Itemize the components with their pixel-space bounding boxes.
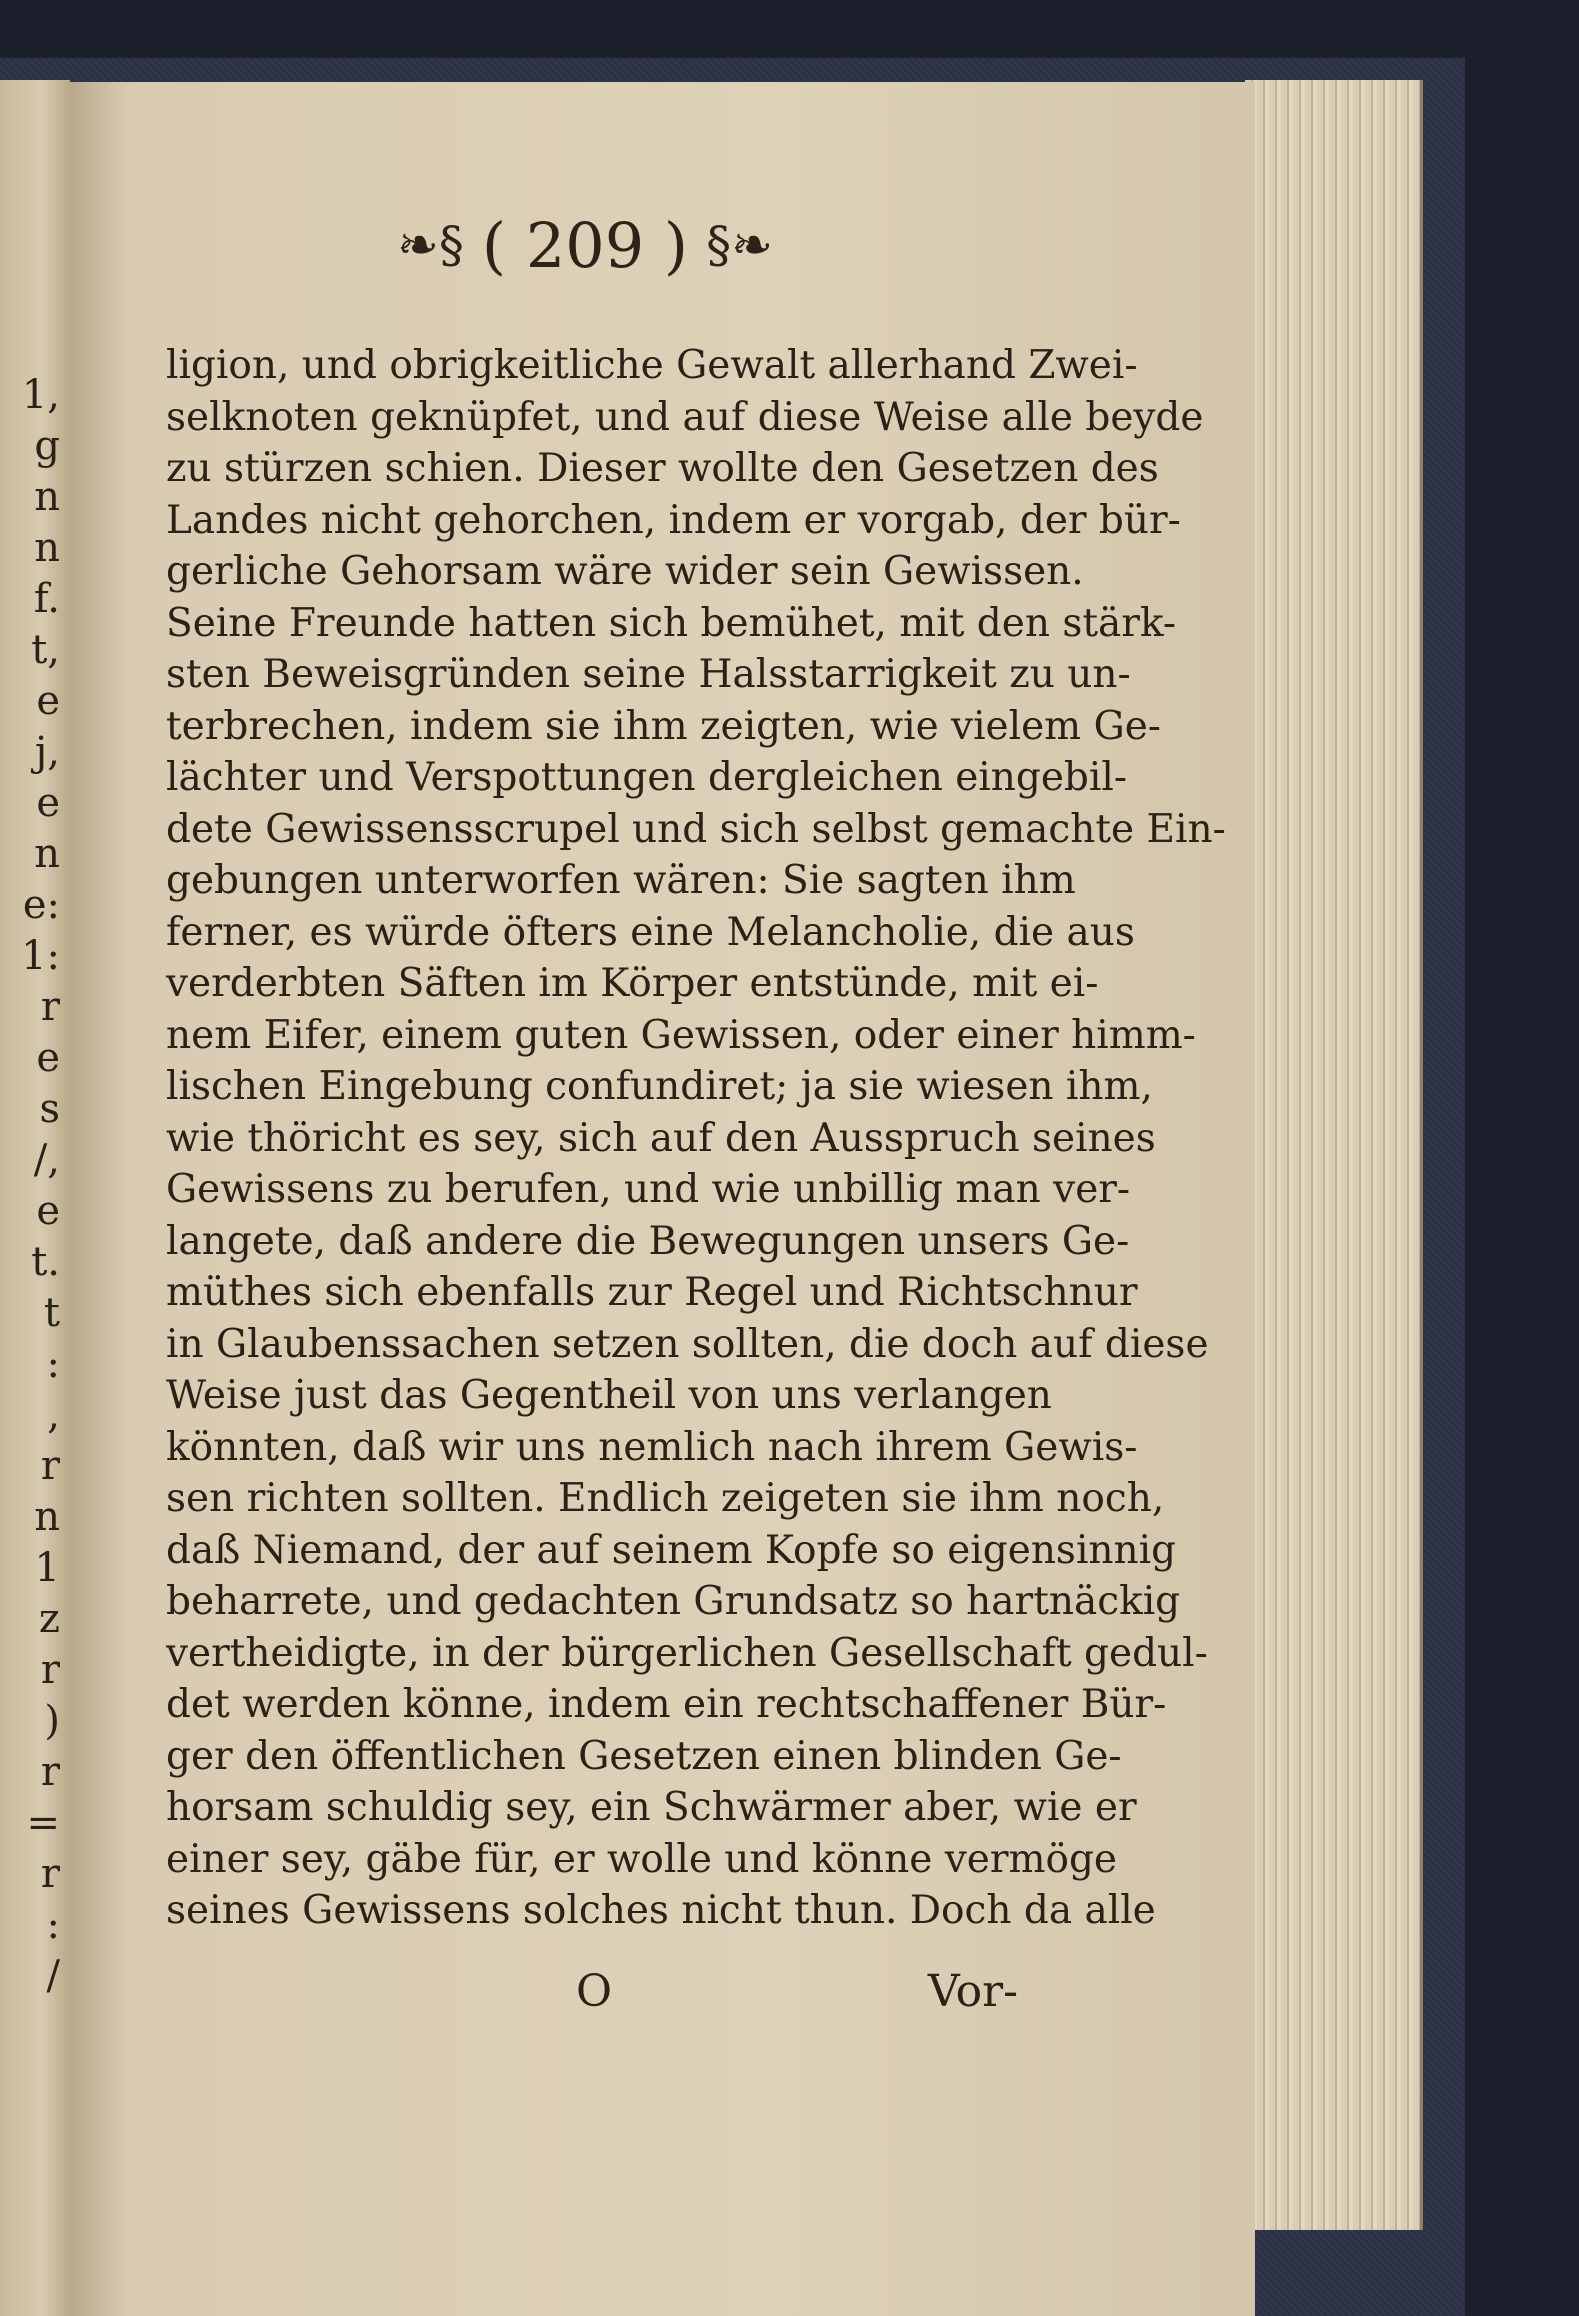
- margin-fragment: e: [36, 678, 60, 724]
- text-line: müthes sich ebenfalls zur Regel und Richtschnur: [166, 1270, 1138, 1315]
- margin-fragment: ): [44, 1698, 60, 1744]
- book-page: [70, 82, 1255, 2316]
- margin-fragment: 1: [34, 1545, 60, 1591]
- margin-fragment: t: [43, 1290, 60, 1336]
- margin-fragment: 1,: [21, 372, 60, 418]
- margin-fragment: f.: [33, 576, 60, 622]
- text-line: in Glaubenssachen setzen sollten, die doch auf diese: [166, 1321, 1209, 1367]
- body-text: [166, 340, 1226, 1937]
- previous-page-edge: [0, 80, 70, 2316]
- text-line: Gewissens zu berufen, und wie unbillig man ver-: [166, 1167, 1131, 1212]
- margin-fragment: t.: [31, 1239, 60, 1285]
- previous-page-text-fragments: [0, 370, 60, 2002]
- text-line: könnten, daß wir uns nemlich nach ihrem Gewis-: [166, 1424, 1138, 1470]
- margin-fragment: r: [40, 1851, 60, 1897]
- text-line: Landes nicht gehorchen, indem er vorgab, der bür-: [166, 497, 1181, 543]
- margin-fragment: n: [34, 474, 60, 520]
- text-line: ger den öffentlichen Gesetzen einen blinden Ge-: [166, 1733, 1122, 1779]
- page-number: ( 209 ): [481, 208, 689, 282]
- margin-fragment: ,: [47, 1392, 60, 1438]
- text-line: sten Beweisgründen seine Halsstarrigkeit zu un-: [166, 652, 1131, 697]
- margin-fragment: :: [46, 1341, 60, 1387]
- text-line: einer sey, gäbe für, er wolle und könne vermöge: [166, 1836, 1117, 1882]
- margin-fragment: z: [38, 1596, 60, 1642]
- margin-fragment: t,: [31, 627, 60, 673]
- page-header: [280, 200, 890, 290]
- text-line: gebungen unterworfen wären: Sie sagten ihm: [166, 858, 1076, 903]
- text-line: det werden könne, indem ein rechtschaffener Bür-: [166, 1682, 1167, 1727]
- text-line: zu stürzen schien. Dieser wollte den Gesetzen des: [166, 446, 1159, 491]
- margin-fragment: n: [34, 1494, 60, 1540]
- margin-fragment: r: [40, 1749, 60, 1795]
- margin-fragment: r: [40, 1647, 60, 1693]
- left-ornament-icon: ❧§: [397, 216, 464, 274]
- margin-fragment: r: [40, 984, 60, 1030]
- margin-fragment: s: [39, 1086, 60, 1132]
- text-line: dete Gewissensscrupel und sich selbst gemachte Ein-: [166, 806, 1226, 852]
- text-line: daß Niemand, der auf seinem Kopfe so eigensinnig: [166, 1527, 1177, 1573]
- margin-fragment: =: [26, 1800, 60, 1846]
- text-line: verderbten Säften im Körper entstünde, mit ei-: [166, 961, 1099, 1006]
- margin-fragment: g: [34, 423, 60, 469]
- margin-fragment: e: [36, 780, 60, 826]
- catchword: Vor-: [927, 1966, 1018, 2017]
- margin-fragment: n: [34, 525, 60, 571]
- margin-fragment: :: [46, 1902, 60, 1948]
- text-line: sen richten sollten. Endlich zeigeten sie ihm noch,: [166, 1476, 1165, 1521]
- text-line: wie thöricht es sey, sich auf den Ausspruch seines: [166, 1115, 1156, 1161]
- text-line: langete, daß andere die Bewegungen unsers Ge-: [166, 1218, 1130, 1264]
- text-line: lächter und Verspottungen dergleichen eingebil-: [166, 755, 1128, 800]
- text-line: ligion, und obrigkeitliche Gewalt allerhand Zwei-: [166, 343, 1138, 388]
- margin-fragment: e:: [22, 882, 60, 928]
- margin-fragment: n: [34, 831, 60, 877]
- margin-fragment: j,: [34, 729, 60, 775]
- text-line: horsam schuldig sey, ein Schwärmer aber, wie er: [166, 1785, 1137, 1830]
- text-line: nem Eifer, einem guten Gewissen, oder einer himm-: [166, 1012, 1196, 1058]
- margin-fragment: 1:: [21, 933, 60, 979]
- text-line: vertheidigte, in der bürgerlichen Gesellschaft gedul-: [166, 1630, 1208, 1676]
- text-line: terbrechen, indem sie ihm zeigten, wie vielem Ge-: [166, 703, 1161, 749]
- text-line: seines Gewissens solches nicht thun. Doch da alle: [166, 1888, 1156, 1933]
- text-line: lischen Eingebung confundiret; ja sie wiesen ihm,: [166, 1064, 1153, 1109]
- margin-fragment: e: [36, 1188, 60, 1234]
- signature-mark: O: [576, 1966, 613, 2017]
- margin-fragment: /,: [33, 1137, 60, 1183]
- margin-fragment: /: [46, 1953, 60, 1999]
- text-line: Seine Freunde hatten sich bemühet, mit den stärk-: [166, 600, 1177, 646]
- text-line: ferner, es würde öfters eine Melancholie, die aus: [166, 909, 1135, 955]
- margin-fragment: r: [40, 1443, 60, 1489]
- text-line: selknoten geknüpfet, und auf diese Weise alle beyde: [166, 394, 1204, 440]
- text-line: Weise just das Gegentheil von uns verlangen: [166, 1373, 1052, 1418]
- page-footer: [166, 1962, 1018, 2022]
- page-fore-edge: [1245, 80, 1423, 2230]
- text-line: beharrete, und gedachten Grundsatz so hartnäckig: [166, 1579, 1181, 1624]
- margin-fragment: e: [36, 1035, 60, 1081]
- text-line: gerliche Gehorsam wäre wider sein Gewissen.: [166, 549, 1084, 594]
- right-ornament-icon: §❧: [706, 216, 773, 274]
